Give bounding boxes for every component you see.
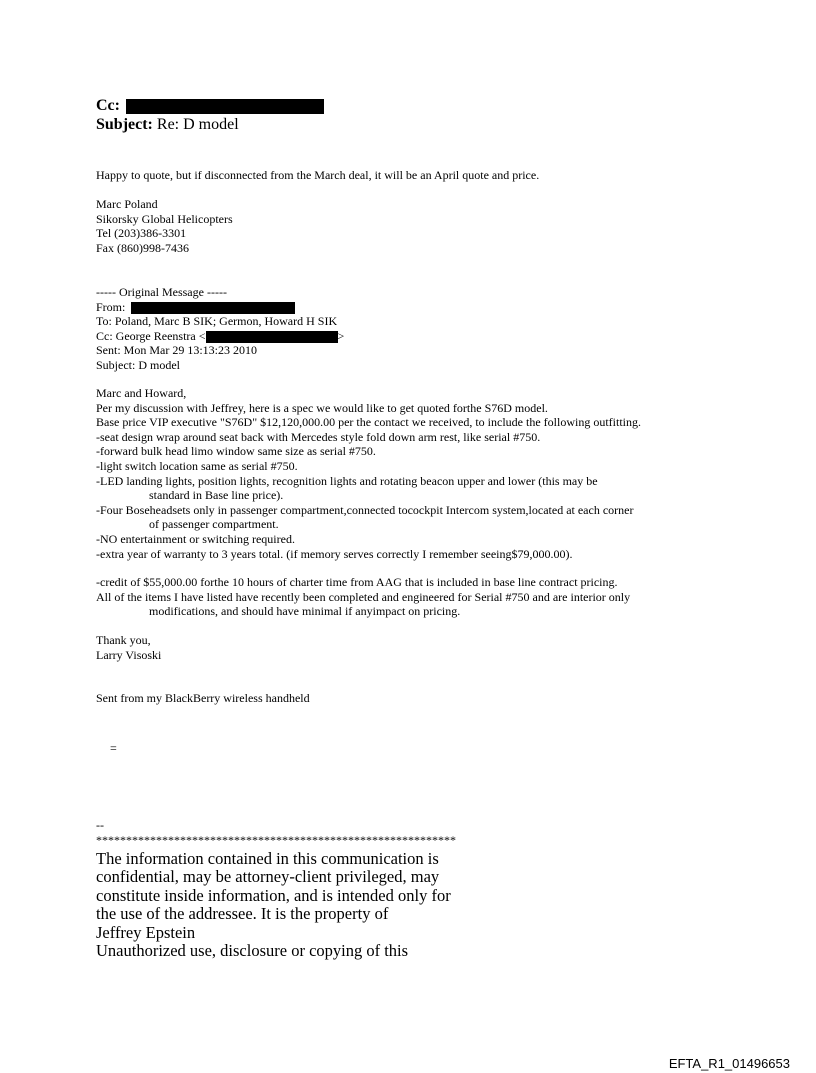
document-id: EFTA_R1_01496653 [668, 1056, 790, 1071]
reply-body [96, 168, 539, 183]
body-line: -seat design wrap around seat back with Mercedes style fold down arm rest, like serial #750. [96, 429, 541, 444]
sent-row: Sent: Mon Mar 29 13:13:23 2010 [96, 343, 257, 358]
cc-suffix: > [337, 328, 345, 343]
body-line: modifications, and should have minimal if anyimpact on pricing. [149, 604, 461, 619]
body-line: -credit of $55,000.00 forthe 10 hours of charter time from AAG that is included in base line contract pricing. [96, 575, 618, 589]
reply-signature [96, 197, 233, 255]
redaction-bar [126, 99, 324, 114]
subject-label: Subject: [96, 116, 153, 133]
signature-line: Fax (860)998-7436 [96, 240, 189, 255]
body-line: Per my discussion with Jeffrey, here is a spec we would like to get quoted forthe S76D model. [96, 400, 548, 415]
redaction-bar [206, 331, 338, 343]
signature-line: Tel (203)386-3301 [96, 226, 187, 241]
disclaimer-line: Unauthorized use, disclosure or copying of this [96, 941, 409, 961]
from-row [96, 300, 344, 315]
body-line: standard in Base line price). [149, 488, 284, 503]
body-line: -extra year of warranty to 3 years total. (if memory serves correctly I remember seeing$79,000.00). [96, 546, 573, 561]
original-message-body [96, 386, 641, 561]
closing [96, 633, 161, 662]
body-line: -light switch location same as serial #750. [96, 458, 298, 473]
cc-row [96, 96, 324, 115]
body-line: -NO entertainment or switching required. [96, 531, 295, 546]
closing-line: Thank you, [96, 633, 151, 647]
sent-from-line: Sent from my BlackBerry wireless handheld [96, 691, 310, 705]
cc-label: Cc: [96, 97, 120, 114]
body-line: -forward bulk head limo window same size as serial #750. [96, 444, 376, 459]
to-row: To: Poland, Marc B SIK; Germon, Howard H SIK [96, 314, 338, 329]
disclaimer-stars: ************************************************************ [96, 833, 456, 847]
signature-line: Sikorsky Global Helicopters [96, 211, 233, 226]
disclaimer-line: the use of the addressee. It is the property of [96, 904, 389, 924]
body-line: -Four Boseheadsets only in passenger compartment,connected tocockpit Intercom system,located at each corner [96, 502, 634, 517]
credit-block [96, 575, 630, 619]
cc-prefix: Cc: George Reenstra < [96, 328, 206, 343]
sent-from [96, 691, 310, 706]
original-message-header [96, 285, 344, 373]
greeting: Marc and Howard, [96, 386, 187, 400]
email-header [96, 96, 324, 134]
subject-row-original: Subject: D model [96, 357, 180, 372]
subject-row [96, 115, 324, 134]
disclaimer-line: confidential, may be attorney-client privileged, may [96, 867, 440, 887]
signature-line: Marc Poland [96, 197, 158, 211]
from-label: From: [96, 299, 126, 314]
disclaimer-line: The information contained in this communication is [96, 849, 439, 868]
original-divider: ----- Original Message ----- [96, 285, 227, 299]
disclaimer-text [96, 850, 451, 960]
disclaimer-dashes: -- [96, 818, 104, 832]
sender-name: Larry Visoski [96, 647, 162, 662]
body-line: Base price VIP executive "S76D" $12,120,000.00 per the contact we received, to include the following outfitting. [96, 415, 641, 430]
cc-row-original [96, 329, 344, 344]
redaction-bar [131, 302, 295, 314]
reply-text: Happy to quote, but if disconnected from the March deal, it will be an April quote and price. [96, 168, 540, 182]
body-line: of passenger compartment. [149, 517, 279, 532]
equals-sign: = [110, 741, 117, 755]
body-line: All of the items I have listed have recently been completed and engineered for Serial #750 and are interior only [96, 589, 631, 604]
disclaimer-line: Jeffrey Epstein [96, 922, 196, 942]
subject-value: Re: D model [156, 116, 239, 133]
body-line: -LED landing lights, position lights, recognition lights and rotating beacon upper and lower (this may be [96, 473, 598, 488]
disclaimer-line: constitute inside information, and is intended only for [96, 885, 451, 905]
